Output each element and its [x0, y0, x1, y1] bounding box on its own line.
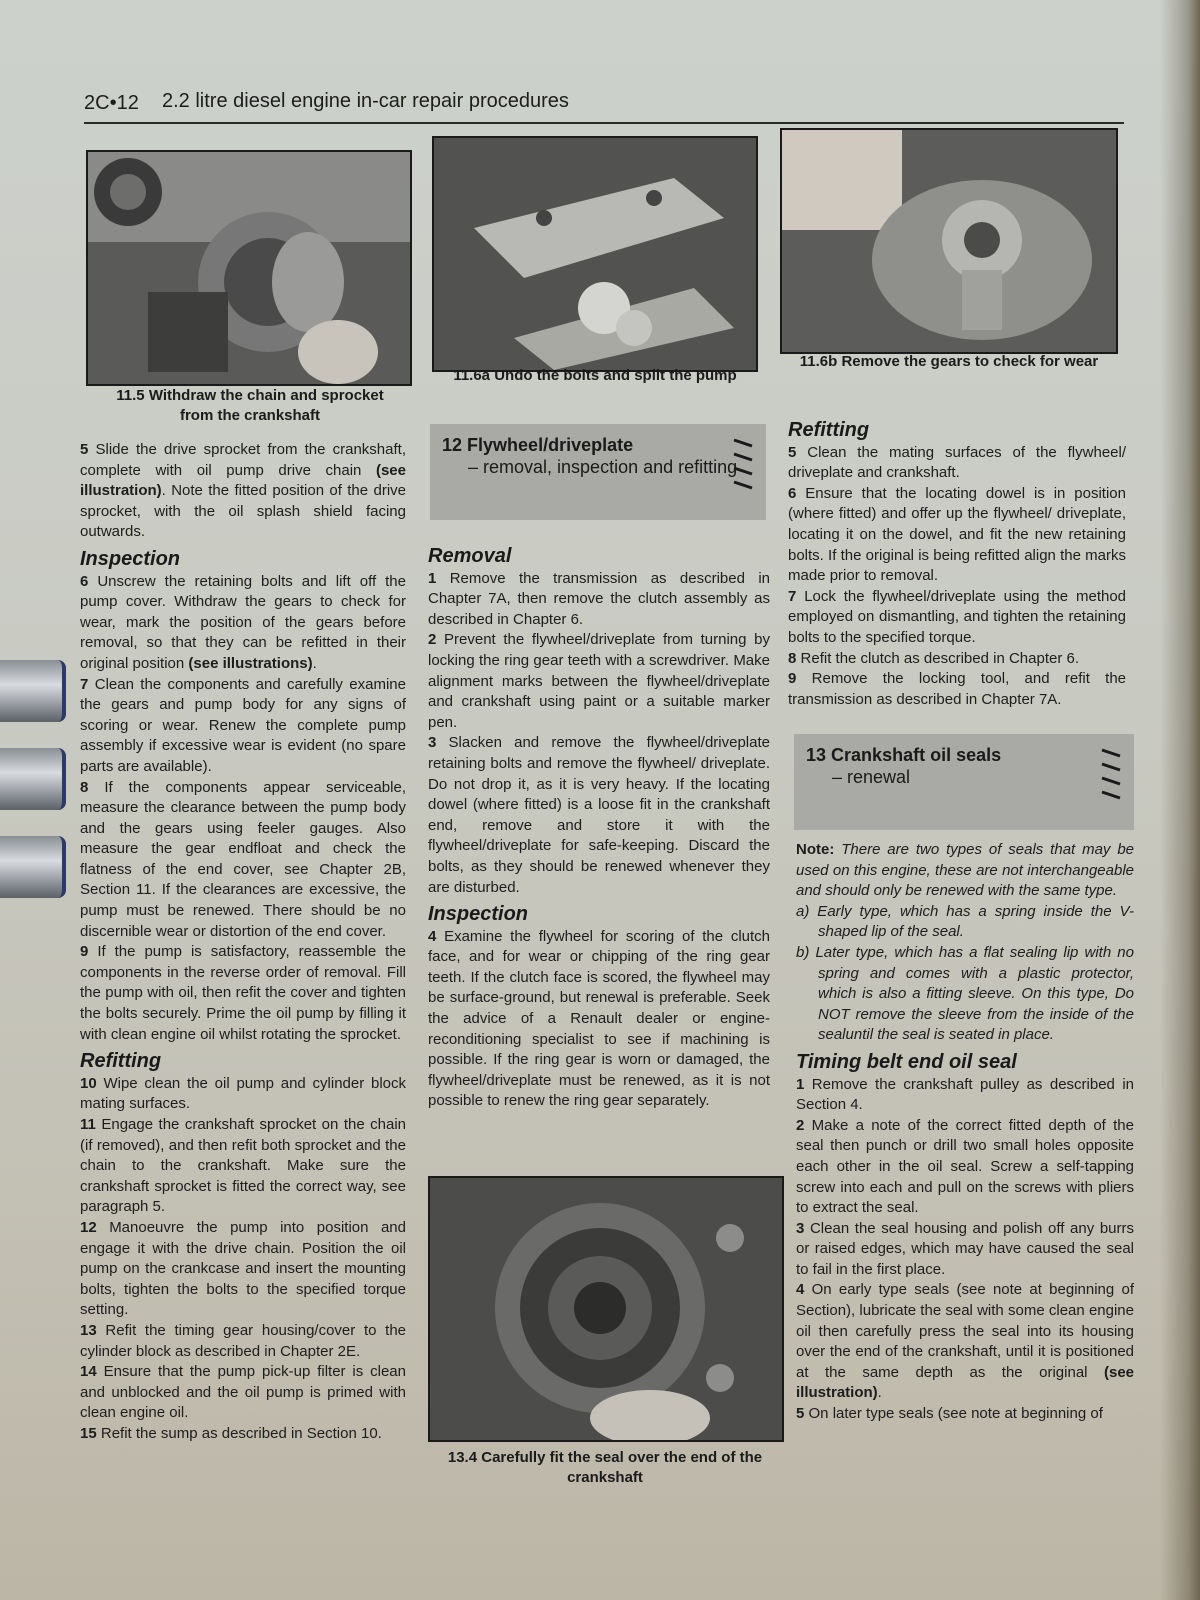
paragraph-6: 6 Ensure that the locating dowel is in position (where fitted) and offer up the flywheel/ driveplate, locating it on the dowel, and fit the new retaining bolts. If the original is being refitted align the marks made prior to removal. [788, 484, 1126, 585]
paragraph-6: 6 Unscrew the retaining bolts and lift off the pump cover. Withdraw the gears to check for wear, mark the position of the gears before removal, so that they can be refitted in their original position (see illustrations). [80, 572, 406, 672]
photo-fit-seal [428, 1176, 784, 1442]
binder-clip [0, 660, 62, 900]
note-item-a: a) Early type, which has a spring inside the V-shaped lip of the seal. [796, 902, 1134, 941]
column-3 [788, 414, 1126, 710]
spanner-rating-icon [730, 432, 758, 502]
page-edge [1160, 0, 1200, 1600]
paragraph-14: 14 Ensure that the pump pick-up filter is clean and unblocked and the oil pump is primed with clean engine oil. [80, 1363, 406, 1422]
column-1 [80, 440, 406, 1445]
paragraph-5: 5 Clean the mating surfaces of the flywheel/ driveplate and crankshaft. [788, 443, 1127, 482]
section-13-title: 13 Crankshaft oil seals [806, 745, 1002, 765]
heading-timing-belt-seal: Timing belt end oil seal [796, 1050, 1017, 1073]
caption-11-5: 11.5 Withdraw the chain and sprocket from the crankshaft [116, 387, 384, 424]
binder-ring [0, 660, 66, 722]
caption-11-6b: 11.6b Remove the gears to check for wear [799, 353, 1099, 370]
page-number: 2C•12 [84, 92, 139, 114]
photo-oil-pump-split [432, 136, 758, 372]
paragraph-4: 4 Examine the flywheel for scoring of the clutch face, and for wear or chipping of the ring gear teeth. If the clutch face is scored, the flywheel may be surface-ground, but renewal is preferable. Seek the advice of a Renault dealer or engine-reconditioning specialist to see if machining is possible. If the ring gear is worn or damaged, the flywheel/driveplate must be renewed, as it is not possible to renew the ring gear separately. [428, 927, 770, 1110]
binder-ring [0, 748, 66, 810]
paragraph-3: 3 Slacken and remove the flywheel/driveplate retaining bolts and remove the flywheel/ driveplate. Do not drop it, as it is very heavy. If the locating dowel (where fitted) is a loose fit in the crankshaft end, remove and store it with the flywheel/driveplate for safe-keeping. Discard the bolts, as they should be renewed whenever they are disturbed. [428, 734, 770, 896]
paragraph-5: 5 On later type seals (see note at beginning of [796, 1405, 1103, 1423]
paragraph-15: 15 Refit the sump as described in Section 10. [80, 1424, 382, 1442]
heading-refitting: Refitting [80, 1050, 162, 1073]
heading-removal: Removal [428, 545, 512, 567]
note: Note: There are two types of seals that may be used on this engine, these are not interchangeable and should only be renewed with the same type. [796, 841, 1135, 900]
spanner-rating-icon [1098, 742, 1126, 812]
section-12-header [430, 424, 766, 520]
paragraph-10: 10 Wipe clean the oil pump and cylinder block mating surfaces. [80, 1074, 406, 1113]
page-header [84, 86, 1124, 124]
paragraph-8: 8 If the components appear serviceable, measure the clearance between the pump body and the gears using feeler gauges. Also measure the gear endfloat and check the flatness of the end cover, see Chapter 2B, Section 11. If the clearances are excessive, the pump must be renewed. There should be no discernible wear or distortion of the end cover. [80, 778, 406, 940]
section-12-subtitle: – removal, inspection and refitting [468, 457, 738, 477]
paragraph-2: 2 Prevent the flywheel/driveplate from turning by locking the ring gear teeth with a screwdriver. Make alignment marks between the flywheel/driveplate and crankshaft using paint or a suitable marker pen. [428, 631, 770, 731]
paragraph-12: 12 Manoeuvre the pump into position and engage it with the drive chain. Position the oil pump on the crankcase and insert the mounting bolts, tighten the bolts to the specified torque setting. [80, 1218, 406, 1319]
page-title: 2.2 litre diesel engine in-car repair procedures [162, 90, 569, 112]
binder-ring [0, 836, 66, 898]
photo-remove-gears [780, 128, 1118, 354]
section-13-subtitle: – renewal [832, 767, 911, 787]
paragraph-4: 4 On early type seals (see note at beginning of Section), lubricate the seal with some clean engine oil then carefully press the seal into its housing over the end of the crankshaft, until it is positioned at the same depth as the original (see illustration). [796, 1281, 1135, 1402]
section-12-title: 12 Flywheel/driveplate [442, 435, 634, 455]
heading-refitting: Refitting [788, 419, 870, 441]
paragraph-7: 7 Clean the components and carefully examine the gears and pump body for any signs of scoring or wear. Renew the complete pump assembly if excessive wear is evident (no spare parts are available). [80, 675, 406, 775]
photo-chain-sprocket [86, 150, 412, 386]
paragraph-3: 3 Clean the seal housing and polish off any burrs or raised edges, which may have caused the seal to fail in the first place. [796, 1219, 1134, 1278]
caption-11-6a: 11.6a Undo the bolts and split the pump [453, 367, 737, 384]
paragraph-2: 2 Make a note of the correct fitted depth of the seal then punch or drill two small holes opposite each other in the oil seal. Screw a self-tapping screw into each and pull on the screws with pliers to extract the seal. [796, 1116, 1134, 1217]
paragraph-1: 1 Remove the crankshaft pulley as described in Section 4. [796, 1075, 1134, 1114]
paragraph-7: 7 Lock the flywheel/driveplate using the method employed on dismantling, and tighten the retaining bolts to the specified torque. [788, 587, 1127, 646]
paragraph-9: 9 Remove the locking tool, and refit the transmission as described in Chapter 7A. [788, 670, 1127, 708]
caption-13-4: 13.4 Carefully fit the seal over the end of the crankshaft [447, 1449, 763, 1486]
paragraph-9: 9 If the pump is satisfactory, reassemble the components in the reverse order of removal. Fill the pump with oil, then refit the cover and tighten the bolts securely. Prime the oil pump by filling it with clean engine oil whilst rotating the sprocket. [80, 943, 407, 1043]
paragraph-5: 5 Slide the drive sprocket from the crankshaft, complete with oil pump drive chain (see illustration). Note the fitted position of the drive sprocket, with the oil splash shield facing outwards. [80, 441, 406, 541]
paragraph-13: 13 Refit the timing gear housing/cover to the cylinder block as described in Chapter 2E. [80, 1321, 406, 1360]
column-3-lower [796, 840, 1134, 1425]
paragraph-1: 1 Remove the transmission as described in Chapter 7A, then remove the clutch assembly as described in Chapter 6. [428, 569, 771, 628]
heading-inspection: Inspection [80, 547, 181, 570]
heading-inspection: Inspection [428, 903, 529, 926]
paragraph-11: 11 Engage the crankshaft sprocket on the chain (if removed), and then refit both sprocket and the chain to the crankshaft. Make sure the crankshaft sprocket is fitted the correct way, see paragraph 5. [80, 1116, 407, 1216]
note-item-b: b) Later type, which has a flat sealing lip with no spring and comes with a plastic protector, which is also a fitting sleeve. On this type, Do NOT remove the sleeve from the inside of the sealuntil the seal is seated in place. [796, 943, 1134, 1044]
section-13-header [794, 734, 1134, 830]
paragraph-8: 8 Refit the clutch as described in Chapter 6. [788, 649, 1079, 667]
column-2 [428, 540, 770, 1112]
